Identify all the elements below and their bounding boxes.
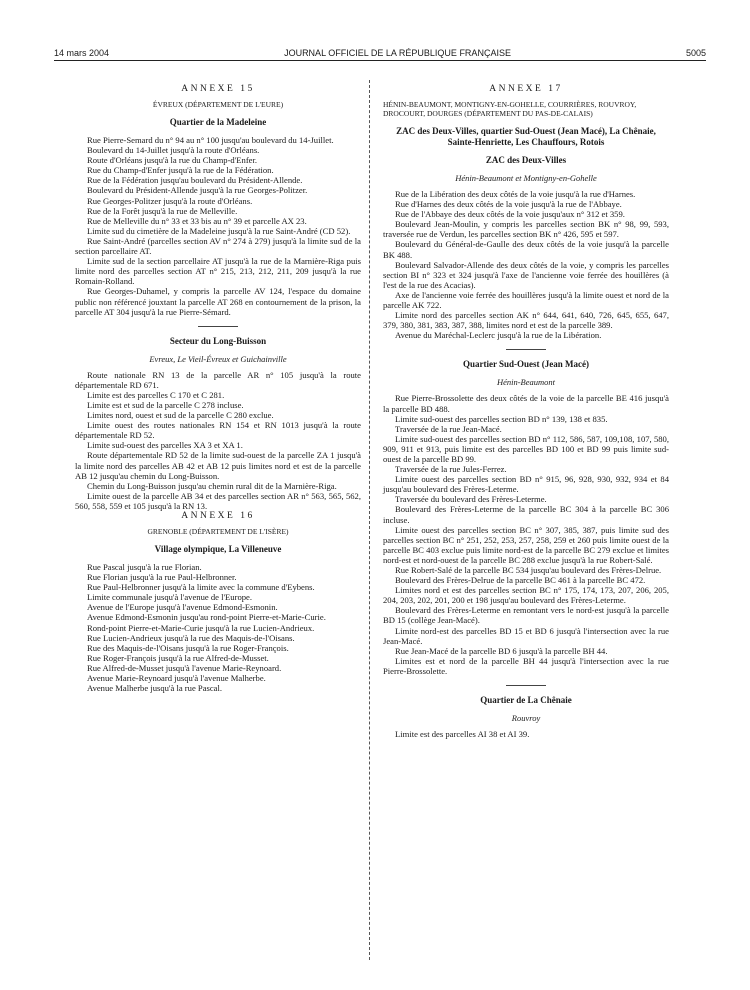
- annexe-subtitle: ÉVREUX (DÉPARTEMENT DE L'EURE): [152, 100, 284, 109]
- section-divider: [506, 685, 546, 686]
- section-title: Quartier de la Madeleine: [169, 117, 267, 127]
- paragraph: Boulevard du Général-de-Gaulle des deux côtés de la voie jusqu'à la parcelle BK 488.: [383, 239, 669, 260]
- paragraph: Limite sud du cimetière de la Madeleine jusqu'à la rue Saint-André (CD 52).: [87, 225, 351, 236]
- paragraph: Avenue Malherbe jusqu'à la rue Pascal.: [87, 683, 223, 694]
- paragraph: Limite est des parcelles C 170 et C 281.: [87, 389, 225, 400]
- paragraph: Traversée de la rue Jean-Macé.: [395, 423, 502, 434]
- paragraph: Limites nord, ouest et sud de la parcelle C 280 exclue.: [87, 410, 274, 421]
- paragraph: Chemin du Long-Buisson jusqu'au chemin rural dit de la Marnière-Riga.: [87, 480, 337, 491]
- paragraph: Limite est et sud de la parcelle C 278 incluse.: [87, 399, 244, 410]
- place-name: Hénin-Beaumont et Montigny-en-Gohelle: [455, 173, 597, 183]
- paragraph: Limite sud de la section parcellaire AT jusqu'à la rue de la Marnière-Riga puis limite nord des parcelles section AT n° 215, 213, 212, 211, 209 jusqu'à la rue Romain-Rolland.: [75, 256, 361, 287]
- annexe-title: ANNEXE 17: [489, 84, 563, 94]
- paragraph: Route d'Orléans jusqu'à la rue du Champ-d'Enfer.: [87, 155, 258, 166]
- paragraph: Limite ouest des routes nationales RN 154 et RN 1013 jusqu'à la route départementale RD 52.: [75, 420, 361, 441]
- paragraph: Limite sud-ouest des parcelles section BD n° 139, 138 et 835.: [395, 413, 608, 424]
- paragraph: Traversée du boulevard des Frères-Leterme.: [395, 494, 547, 505]
- paragraph: Boulevard du Président-Allende jusqu'à la rue Georges-Politzer.: [87, 185, 308, 196]
- paragraph: Rue Roger-François jusqu'à la rue Alfred-de-Musset.: [87, 652, 269, 663]
- place-name: Evreux, Le Vieil-Évreux et Guichainville: [149, 353, 287, 364]
- paragraph: Limite sud-ouest des parcelles XA 3 et XA 1.: [87, 440, 243, 451]
- section-title: ZAC des Deux-Villes: [485, 155, 567, 165]
- paragraph: Rue Pierre-Semard du n° 94 au n° 100 jusqu'au boulevard du 14-Juillet.: [87, 135, 334, 145]
- section-title: Village olympique, La Villeneuve: [154, 544, 282, 554]
- header-rule: [54, 60, 706, 61]
- paragraph: Rue Pascal jusqu'à la rue Florian.: [87, 562, 202, 572]
- paragraph: Rue de Melleville du n° 33 et 33 bis au n° 39 et parcelle AX 23.: [87, 215, 307, 226]
- paragraph: Rue Paul-Helbronner jusqu'à la limite avec la commune d'Eybens.: [87, 582, 315, 593]
- paragraph: Limite nord-est des parcelles BD 15 et BD 6 jusqu'à l'intersection avec la rue Jean-Macé.: [383, 625, 669, 646]
- left-column: [75, 84, 361, 693]
- paragraph: Rue Alfred-de-Musset jusqu'à l'avenue Marie-Reynoard.: [87, 662, 282, 673]
- paragraph: Limite est des parcelles AI 38 et AI 39.: [395, 729, 530, 740]
- right-column: [383, 84, 669, 739]
- paragraph: Rue de la Fédération jusqu'au boulevard du Président-Allende.: [87, 175, 303, 186]
- paragraph: Boulevard des Frères-Leterme en remontant vers le nord-est jusqu'à la parcelle BD 15 (collège Jean-Macé).: [383, 605, 669, 626]
- paragraph: Boulevard Jean-Moulin, y compris les parcelles section BK n° 98, 99, 593, traversée rue de Verdun, les parcelles section BK n° 426, 595 et 597.: [383, 219, 669, 240]
- column-divider: [369, 80, 370, 960]
- paragraph: Boulevard du 14-Juillet jusqu'à la route d'Orléans.: [87, 145, 260, 156]
- section-title: Quartier Sud-Ouest (Jean Macé): [462, 359, 590, 370]
- paragraph: Rue de la Forêt jusqu'à la rue de Melleville.: [87, 205, 238, 216]
- section-divider: [198, 326, 238, 327]
- paragraph: Rue Georges-Politzer jusqu'à la route d'Orléans.: [87, 195, 253, 206]
- paragraph: Boulevard des Frères-Delrue de la parcelle BC 461 à la parcelle BC 472.: [395, 575, 646, 586]
- paragraph: Rond-point Pierre-et-Marie-Curie jusqu'à la rue Lucien-Andrieux.: [87, 622, 315, 633]
- paragraph: Limite communale jusqu'à l'avenue de l'Europe.: [87, 592, 253, 603]
- paragraph: Avenue de l'Europe jusqu'à l'avenue Edmond-Esmonin.: [87, 602, 278, 613]
- paragraph: Avenue du Maréchal-Leclerc jusqu'à la rue de la Libération.: [395, 330, 602, 341]
- paragraph: Rue Jean-Macé de la parcelle BD 6 jusqu'à la parcelle BH 44.: [395, 645, 608, 656]
- paragraph: Rue de la Libération des deux côtés de la voie jusqu'à la rue d'Harnes.: [395, 189, 636, 199]
- paragraph: Rue Georges-Duhamel, y compris la parcelle AV 124, l'espace du domaine public non référencé jouxtant la parcelle AT 268 en contournement de la prison, la parcelle AT 304 jusqu'à la rue Pierre-Sémard.: [75, 286, 361, 317]
- page-header: [54, 44, 706, 58]
- paragraph: Rue Lucien-Andrieux jusqu'à la rue des Maquis-de-l'Oisans.: [87, 632, 295, 643]
- place-name: Hénin-Beaumont: [496, 377, 556, 388]
- paragraph: Rue du Champ-d'Enfer jusqu'à la rue de la Fédération.: [87, 165, 274, 176]
- paragraph: Limites est et nord de la parcelle BH 44 jusqu'à l'intersection avec la rue Pierre-Brossolette.: [383, 655, 669, 676]
- paragraph: Rue de l'Abbaye des deux côtés de la voie jusqu'aux n° 312 et 359.: [395, 209, 625, 220]
- paragraph: Rue des Maquis-de-l'Oisans jusqu'à la rue Roger-François.: [87, 642, 289, 653]
- section-title: Quartier de La Chênaie: [480, 695, 572, 706]
- annexe-subtitle: GRENOBLE (DÉPARTEMENT DE L'ISÈRE): [147, 527, 289, 536]
- paragraph: Axe de l'ancienne voie ferrée des houillères jusqu'à la limite ouest et nord de la parcelle AK 722.: [383, 289, 669, 311]
- header-title: JOURNAL OFFICIEL DE LA RÉPUBLIQUE FRANÇAISE: [284, 48, 511, 58]
- paragraph: Boulevard des Frères-Leterme de la parcelle BC 304 à la parcelle BC 306 incluse.: [383, 504, 669, 525]
- annexe-title: ANNEXE 16: [181, 511, 255, 521]
- annexe-title: ANNEXE 15: [181, 84, 255, 94]
- section-title: ZAC des Deux-Villes, quartier Sud-Ouest (Jean Macé), La Chênaie, Sainte-Henriette, Les Chauffours, Rotois: [396, 126, 656, 147]
- paragraph: Rue Florian jusqu'à la rue Paul-Helbronner.: [87, 572, 237, 583]
- section-title: Secteur du Long-Buisson: [169, 335, 267, 346]
- annexe-subtitle: HÉNIN-BEAUMONT, MONTIGNY-EN-GOHELLE, COURRIÈRES, ROUVROY, DROCOURT, DOURGES (DÉPARTEMENT DU PAS-DE-CALAIS): [383, 100, 637, 118]
- header-date: 14 mars 2004: [54, 48, 110, 58]
- section-divider: [506, 349, 546, 350]
- paragraph: Rue Pierre-Brossolette des deux côtés de la voie de la parcelle BE 416 jusqu'à la parcelle BD 488.: [383, 393, 669, 414]
- header-page-number: 5005: [685, 48, 706, 58]
- paragraph: Rue Saint-André (parcelles section AV n° 274 à 279) jusqu'à la limite sud de la section parcellaire AT.: [75, 235, 361, 257]
- paragraph: Limite ouest des parcelles section BC n° 307, 385, 387, puis limite sud des parcelles section BC n° 251, 252, 253, 257, 258, 259 et 260 puis limite ouest de la parcelle BC 403 exclue puis limite nord-est de la parcelle BC 279 exclue et limites nord-est et nord-ouest de la parcelle BC 288 exclue jusqu'à la rue Robert-Salé.: [383, 524, 669, 565]
- place-name: Rouvroy: [511, 713, 541, 724]
- paragraph: Limite ouest de la parcelle AB 34 et des parcelles section AR n° 563, 565, 562, 560, 558, 559 et 105 jusqu'à la RN 13.: [75, 490, 361, 511]
- paragraph: Limites nord et est des parcelles section BC n° 175, 174, 173, 207, 206, 205, 204, 203, 202, 201, 200 et 198 jusqu'au boulevard des Frères-Leterme.: [383, 585, 669, 606]
- paragraph: Limite nord des parcelles section AK n° 644, 641, 640, 726, 645, 655, 647, 379, 380, 381, 383, 387, 388, limites nord et est de la parcelle 389.: [383, 310, 669, 331]
- paragraph: Traversée de la rue Jules-Ferrez.: [395, 464, 507, 475]
- paragraph: Rue Robert-Salé de la parcelle BC 534 jusqu'au boulevard des Frères-Delrue.: [395, 565, 662, 575]
- paragraph: Avenue Edmond-Esmonin jusqu'au rond-point Pierre-et-Marie-Curie.: [87, 612, 326, 623]
- paragraph: Boulevard Salvador-Allende des deux côtés de la voie, y compris les parcelles section BI n° 323 et 324 jusqu'à l'axe de l'ancienne voie ferrée des houillères (à l'est de la rue des Acacias).: [383, 259, 669, 290]
- paragraph: Limite ouest des parcelles section BD n° 915, 96, 928, 930, 932, 934 et 84 jusqu'au boulevard des Frères-Leterme.: [383, 474, 669, 495]
- paragraph: Route nationale RN 13 de la parcelle AR n° 105 jusqu'à la route départementale RD 671.: [75, 369, 361, 390]
- paragraph: Route départementale RD 52 de la limite sud-ouest de la parcelle ZA 1 jusqu'à la limite nord des parcelles AB 42 et AB 12 puis limites nord et est de la parcelle AB 12 jusqu'au chemin du Long-Buisson.: [75, 450, 361, 481]
- paragraph: Rue d'Harnes des deux côtés de la voie jusqu'à la rue de l'Abbaye.: [395, 199, 622, 210]
- paragraph: Limite sud-ouest des parcelles section BD n° 112, 586, 587, 109,108, 107, 580, 909, 911 et 913, puis limite est des parcelles BD 100 et BD 99 puis limite sud-ouest de la parcelle BD 99.: [383, 433, 669, 464]
- paragraph: Avenue Marie-Reynoard jusqu'à l'avenue Malherbe.: [87, 673, 266, 684]
